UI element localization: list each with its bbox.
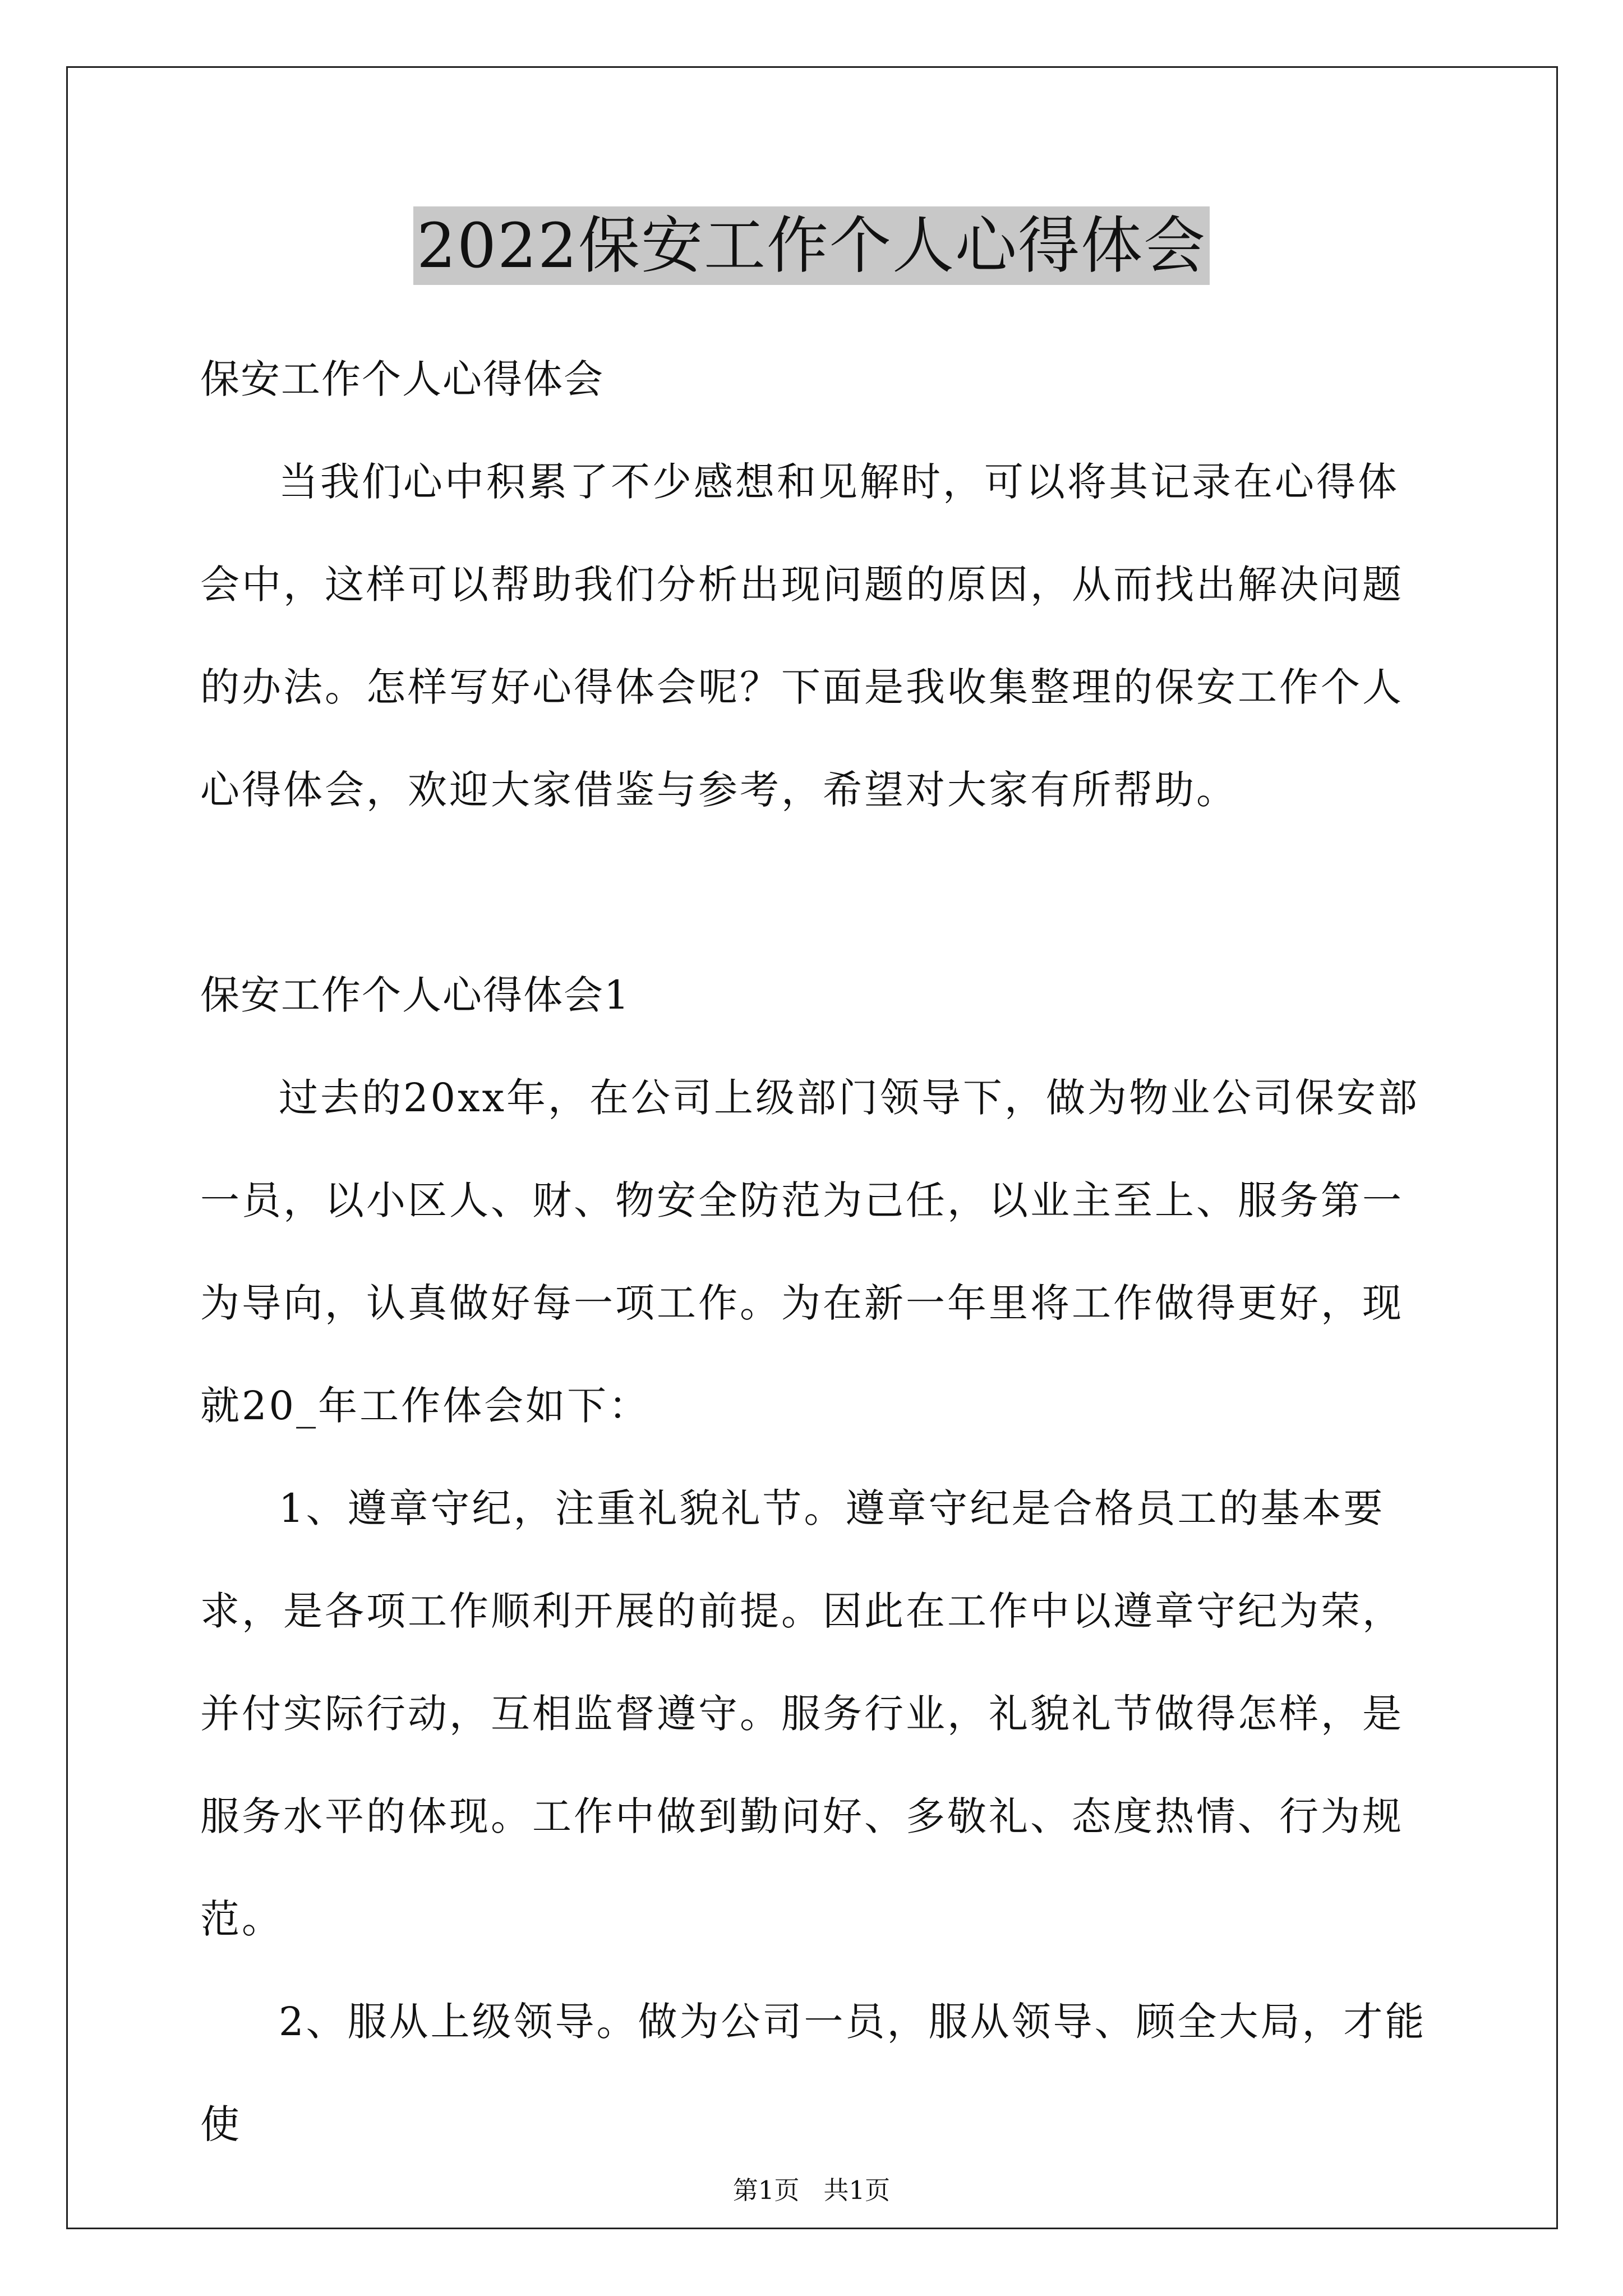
intro-paragraph: 当我们心中积累了不少感想和见解时，可以将其记录在心得体会中，这样可以帮助我们分析出现问题的原因，从而找出解决问题的办法。怎样写好心得体会呢？下面是我收集整理的保安工作个人心得体会，欢迎大家借鉴与参考，希望对大家有所帮助。	[200, 459, 1404, 813]
body-paragraph: 过去的20xx年，在公司上级部门领导下，做为物业公司保安部一员，以小区人、财、物安全防范为己任，以业主至上、服务第一为导向，认真做好每一项工作。为在新一年里将工作做得更好，现就20_年工作体会如下：	[200, 1075, 1420, 1429]
document-title: 2022保安工作个人心得体会	[413, 206, 1210, 285]
body-paragraph: 2、服从上级领导。做为公司一员，服从领导、顾全大局，才能使	[200, 1999, 1427, 2147]
document-heading: 保安工作个人心得体会	[200, 356, 604, 402]
document-body	[200, 328, 1431, 2176]
title-container	[0, 206, 1623, 285]
section-heading: 保安工作个人心得体会1	[200, 972, 630, 1018]
body-paragraph: 1、遵章守纪，注重礼貌礼节。遵章守纪是合格员工的基本要求，是各项工作顺利开展的前提。因此在工作中以遵章守纪为荣，并付实际行动，互相监督遵守。服务行业，礼貌礼节做得怎样，是服务水平的体现。工作中做到勤问好、多敬礼、态度热情、行为规范。	[200, 1485, 1404, 1942]
section-spacer	[200, 841, 1431, 944]
page-footer: 第1页 共1页	[732, 2175, 891, 2205]
